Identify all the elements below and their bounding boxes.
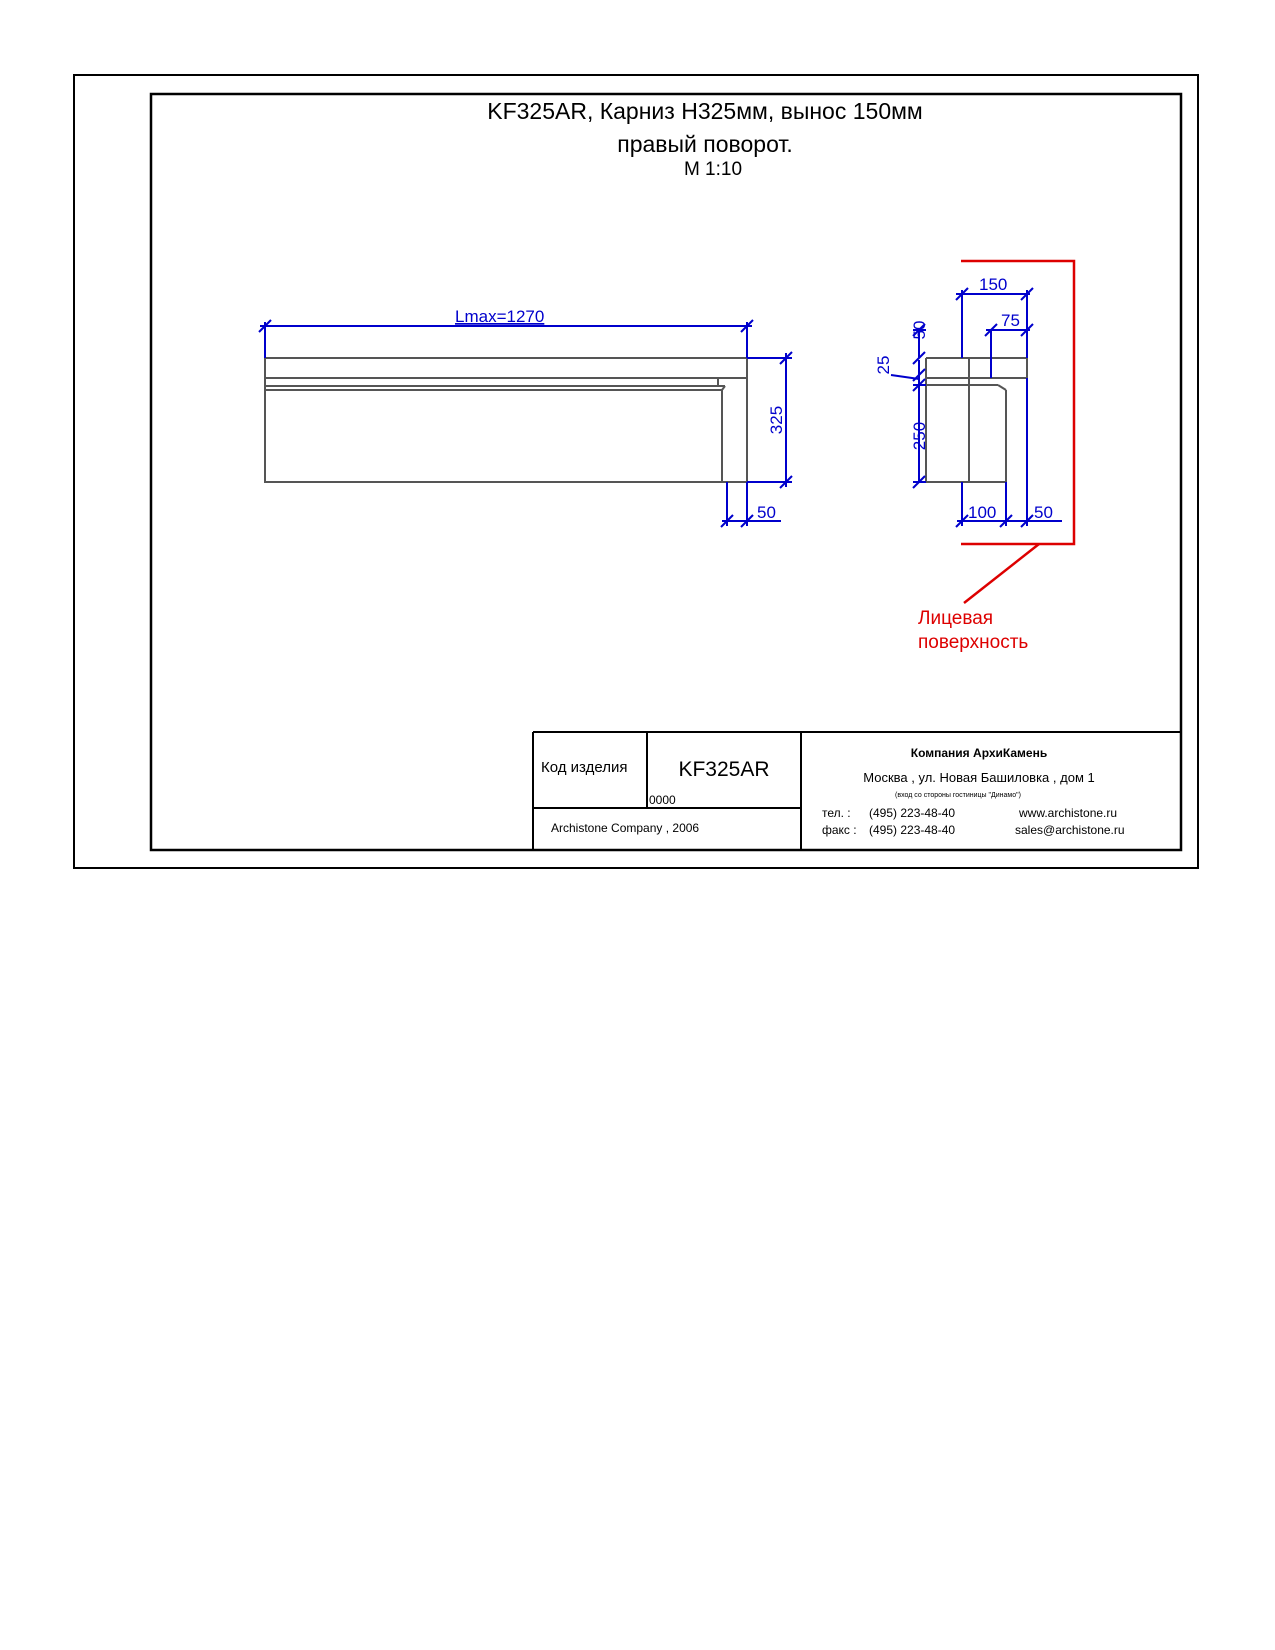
drawing-scale: М 1:10 <box>683 159 743 180</box>
profile-width-75: 75 <box>1001 311 1020 330</box>
front-view <box>265 358 747 482</box>
face-note-line2: поверхность <box>918 632 1029 653</box>
profile-width-50: 50 <box>1034 503 1053 522</box>
drawing-number: 0000 <box>649 793 676 807</box>
profile-height-50: 50 <box>910 320 929 340</box>
length-label: Lmax=1270 <box>455 307 545 326</box>
fax-number: (495) 223-48-40 <box>869 823 956 837</box>
fax-label: факс : <box>822 823 857 837</box>
company-name: Компания АрхиКамень <box>910 746 1048 760</box>
company-address: Москва , ул. Новая Башиловка , дом 1 <box>863 770 1095 785</box>
profile-height-25: 25 <box>874 355 893 375</box>
drawing-title: KF325AR, Карниз Н325мм, вынос 150мм <box>487 98 923 124</box>
front-dimensions <box>259 320 792 527</box>
height-label: 325 <box>767 405 786 435</box>
drawing-subtitle: правый поворот. <box>617 131 793 157</box>
profile-width-100: 100 <box>968 503 997 522</box>
profile-height-250: 250 <box>910 421 929 451</box>
code-value: KF325AR <box>678 758 770 781</box>
profile-width-150: 150 <box>979 275 1008 294</box>
company-email: sales@archistone.ru <box>1015 823 1125 837</box>
return-label: 50 <box>757 503 776 522</box>
copyright: Archistone Company , 2006 <box>551 821 700 835</box>
face-note-line1: Лицевая <box>918 608 994 629</box>
phone-number: (495) 223-48-40 <box>869 806 956 820</box>
company-website: www.archistone.ru <box>1019 806 1118 820</box>
profile-view <box>926 358 1027 482</box>
phone-label: тел. : <box>822 806 851 820</box>
code-label: Код изделия <box>541 759 628 776</box>
address-note: (вход со стороны гостиницы "Динамо") <box>895 792 1021 799</box>
